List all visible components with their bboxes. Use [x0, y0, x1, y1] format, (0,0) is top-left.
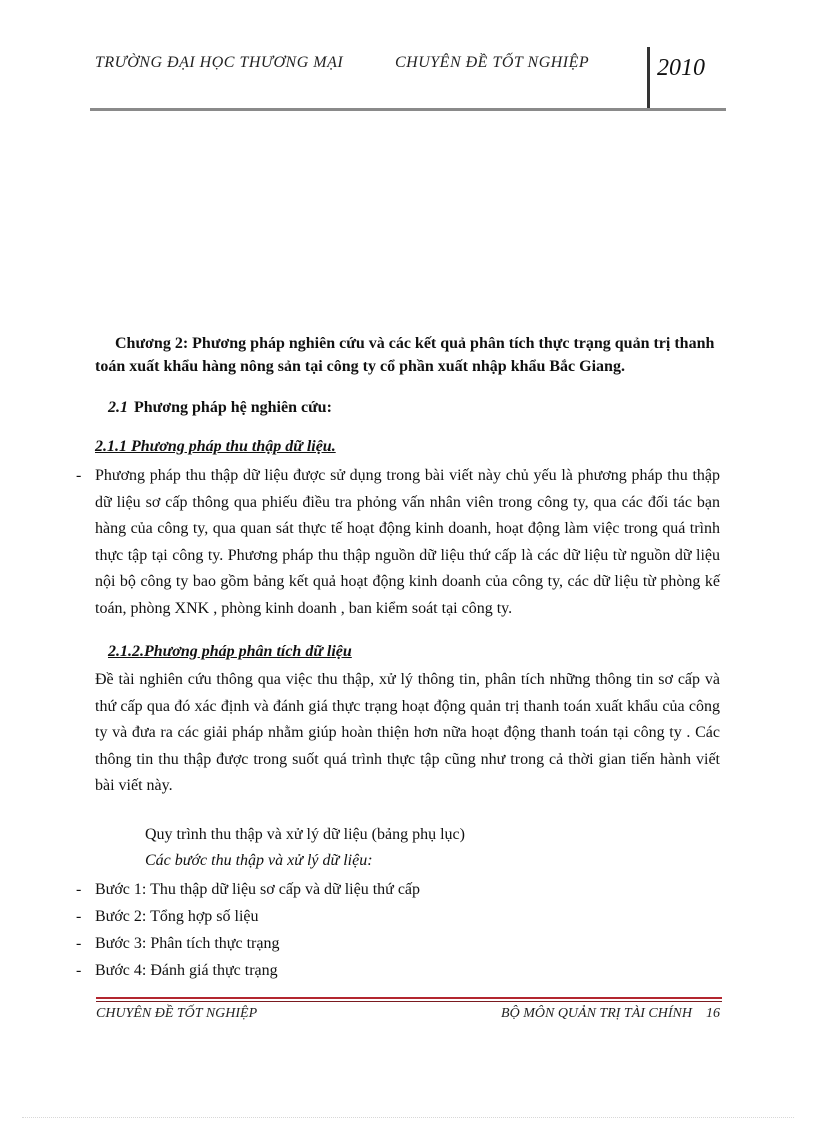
- paragraph-data-collection: Phương pháp thu thập dữ liệu được sử dụng trong bài viết này chủ yếu là phương pháp thu thập dữ liệu sơ cấp thông qua phiếu điều tra phỏng vấn nhân viên trong công ty, qua các đối tác bạn hàng của công ty, qua quan sát thực tế hoạt động kinh doanh, hoạt động làm việc trong quá trình thực tập tại công ty. Phương pháp thu thập nguồn dữ liệu thứ cấp là các dữ liệu từ nguồn dữ liệu nội bộ công ty bao gồm bảng kết quả hoạt động kinh doanh của công ty, các dữ liệu từ phòng kế toán, phòng XNK , phòng kinh doanh , ban kiểm soát tại công ty.: [95, 467, 720, 617]
- paragraph-data-analysis: Đề tài nghiên cứu thông qua việc thu thập, xử lý thông tin, phân tích những thông tin sơ cấp và thứ cấp qua đó xác định và đánh giá thực trạng hoạt động quản trị thanh toán xuất khẩu của công ty và đưa ra các giải pháp nhằm giúp hoàn thiện hơn nữa hoạt động thanh toán tại công ty . Các thông tin thu thập được trong suốt quá trình thực tập cũng như trong cả thời gian tiến hành viết bài viết này.: [95, 671, 720, 794]
- step-4-dash: -: [76, 962, 82, 979]
- section-2-1-1-heading: 2.1.1 Phương pháp thu thập dữ liệu.: [95, 438, 336, 455]
- section-2-1-number: 2.1: [108, 399, 128, 416]
- step-4: Bước 4: Đánh giá thực trạng: [95, 962, 278, 979]
- footer-rule-thin: [96, 1001, 722, 1002]
- section-2-1-heading: [108, 399, 332, 417]
- step-3-dash: -: [76, 935, 82, 952]
- header-rule: [90, 108, 726, 111]
- bullet-dash: -: [76, 467, 82, 484]
- process-title: Quy trình thu thập và xử lý dữ liệu (bảng phụ lục): [145, 826, 465, 843]
- step-1-dash: -: [76, 881, 82, 898]
- step-1: Bước 1: Thu thập dữ liệu sơ cấp và dữ liệu thứ cấp: [95, 881, 421, 898]
- step-2-dash: -: [76, 908, 82, 925]
- section-2-1-2-heading: 2.1.2.Phương pháp phân tích dữ liệu: [108, 643, 352, 660]
- section-2-1-title: Phương pháp hệ nghiên cứu:: [134, 399, 332, 416]
- footer-left: CHUYÊN ĐỀ TỐT NGHIỆP: [96, 1006, 258, 1021]
- chapter-title: Chương 2: Phương pháp nghiên cứu và các kết quả phân tích thực trạng quản trị thanh toán xuất khẩu hàng nông sản tại công ty cổ phần xuất nhập khẩu Bắc Giang.: [95, 335, 715, 375]
- footer-rule: [96, 997, 722, 999]
- header-divider: [647, 47, 650, 108]
- step-3: Bước 3: Phân tích thực trạng: [95, 935, 280, 952]
- header-year: 2010: [657, 55, 705, 81]
- step-2: Bước 2: Tổng hợp số liệu: [95, 908, 259, 925]
- header-school: TRƯỜNG ĐẠI HỌC THƯƠNG MẠI: [95, 54, 344, 71]
- page-edge-dots: [22, 1117, 794, 1118]
- footer-right: BỘ MÔN QUẢN TRỊ TÀI CHÍNH 16: [501, 1006, 720, 1021]
- header-doc-type: CHUYÊN ĐỀ TỐT NGHIỆP: [395, 54, 590, 71]
- steps-title: Các bước thu thập và xử lý dữ liệu:: [145, 852, 373, 869]
